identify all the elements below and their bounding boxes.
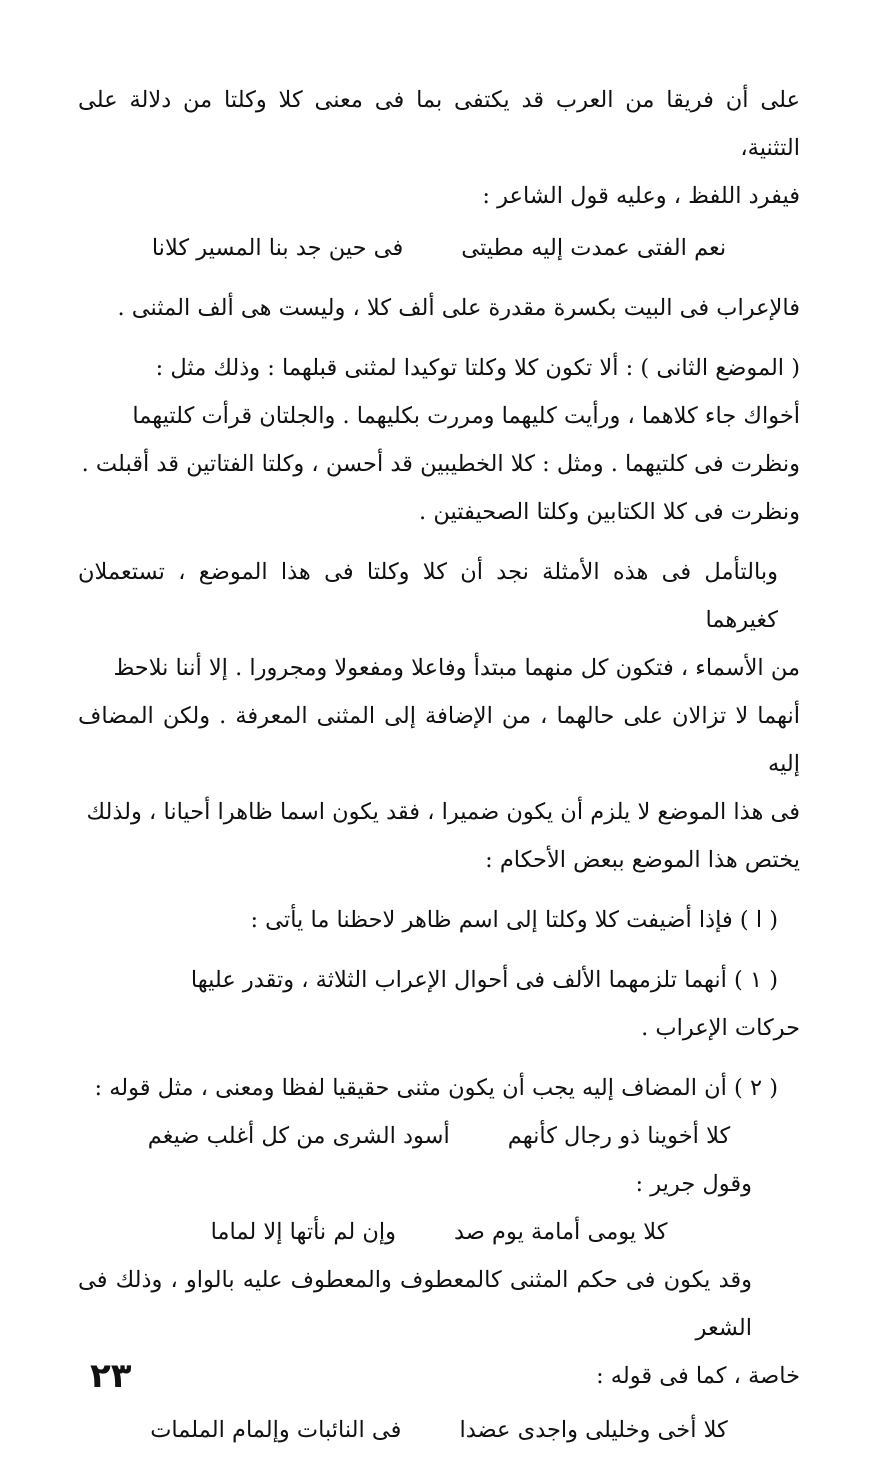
paragraph-line: حركات الإعراب . — [641, 1015, 800, 1041]
verse-hemistich-second: وإن لم نأتها إلا لماما — [210, 1219, 396, 1245]
paragraph-line: من الأسماء ، فتكون كل منهما مبتدأ وفاعلا ومفعولا ومجرورا . إلا أننا نلاحظ — [113, 655, 800, 681]
paragraph-line: وقد يكون فى حكم المثنى كالمعطوف والمعطوف عليه بالواو ، وذلك فى الشعر — [78, 1267, 752, 1341]
paragraph-line: فيفرد اللفظ ، وعليه قول الشاعر : — [482, 183, 800, 209]
page-body — [78, 76, 800, 1454]
paragraph-line: فى هذا الموضع لا يلزم أن يكون ضميرا ، فقد يكون اسما ظاهرا أحيانا ، ولذلك — [86, 799, 800, 825]
verse-line — [78, 1112, 800, 1160]
paragraph-line: يختص هذا الموضع ببعض الأحكام : — [485, 847, 800, 873]
verse-hemistich-second: فى حين جد بنا المسير كلانا — [151, 235, 404, 261]
paragraph-line: خاصة ، كما فى قوله : — [596, 1363, 800, 1389]
paragraph-line: ونظرت فى كلا الكتابين وكلتا الصحيفتين . — [419, 499, 800, 525]
paragraph-line: ( الموضع الثانى ) : ألا تكون كلا وكلتا توكيدا لمثنى قبلهما : وذلك مثل : — [155, 355, 800, 381]
section-heading-a: ( ا ) فإذا أضيفت كلا وكلتا إلى اسم ظاهر لاحظنا ما يأتى : — [250, 907, 778, 933]
verse-hemistich-first: كلا يومى أمامة يوم صد — [453, 1219, 668, 1245]
verse-hemistich-second: فى النائبات وإلمام الملمات — [150, 1417, 402, 1443]
verse-line — [78, 1406, 800, 1454]
rule-item-1: ( ١ ) أنهما تلزمهما الألف فى أحوال الإعراب الثلاثة ، وتقدر عليها — [190, 967, 778, 993]
verse-hemistich-first: كلا أخوينا ذو رجال كأنهم — [507, 1123, 731, 1149]
verse-hemistich-first: نعم الفتى عمدت إليه مطيتى — [461, 235, 727, 261]
paragraph-line: فالإعراب فى البيت بكسرة مقدرة على ألف كلا ، وليست هى ألف المثنى . — [117, 295, 800, 321]
paragraph-line: وقول جرير : — [635, 1171, 752, 1197]
paragraph-line: وبالتأمل فى هذه الأمثلة نجد أن كلا وكلتا فى هذا الموضع ، تستعملان كغيرهما — [78, 559, 778, 633]
paragraph-line: أخواك جاء كلاهما ، ورأيت كليهما ومررت بكليهما . والجلتان قرأت كلتيهما — [132, 403, 800, 429]
verse-line — [78, 1208, 800, 1256]
rule-item-2: ( ٢ ) أن المضاف إليه يجب أن يكون مثنى حقيقيا لفظا ومعنى ، مثل قوله : — [94, 1075, 778, 1101]
paragraph-line: ونظرت فى كلتيهما . ومثل : كلا الخطيبين قد أحسن ، وكلتا الفتاتين قد أقبلت . — [81, 451, 800, 477]
verse-hemistich-second: أسود الشرى من كل أغلب ضيغم — [147, 1123, 450, 1149]
verse-line — [78, 224, 800, 272]
paragraph-line: أنهما لا تزالان على حالهما ، من الإضافة إلى المثنى المعرفة . ولكن المضاف إليه — [78, 703, 800, 777]
page-number: ٢٣ — [90, 1356, 132, 1396]
paragraph-line: على أن فريقا من العرب قد يكتفى بما فى معنى كلا وكلتا من دلالة على التثنية، — [78, 87, 800, 161]
verse-hemistich-first: كلا أخى وخليلى واجدى عضدا — [459, 1417, 728, 1443]
